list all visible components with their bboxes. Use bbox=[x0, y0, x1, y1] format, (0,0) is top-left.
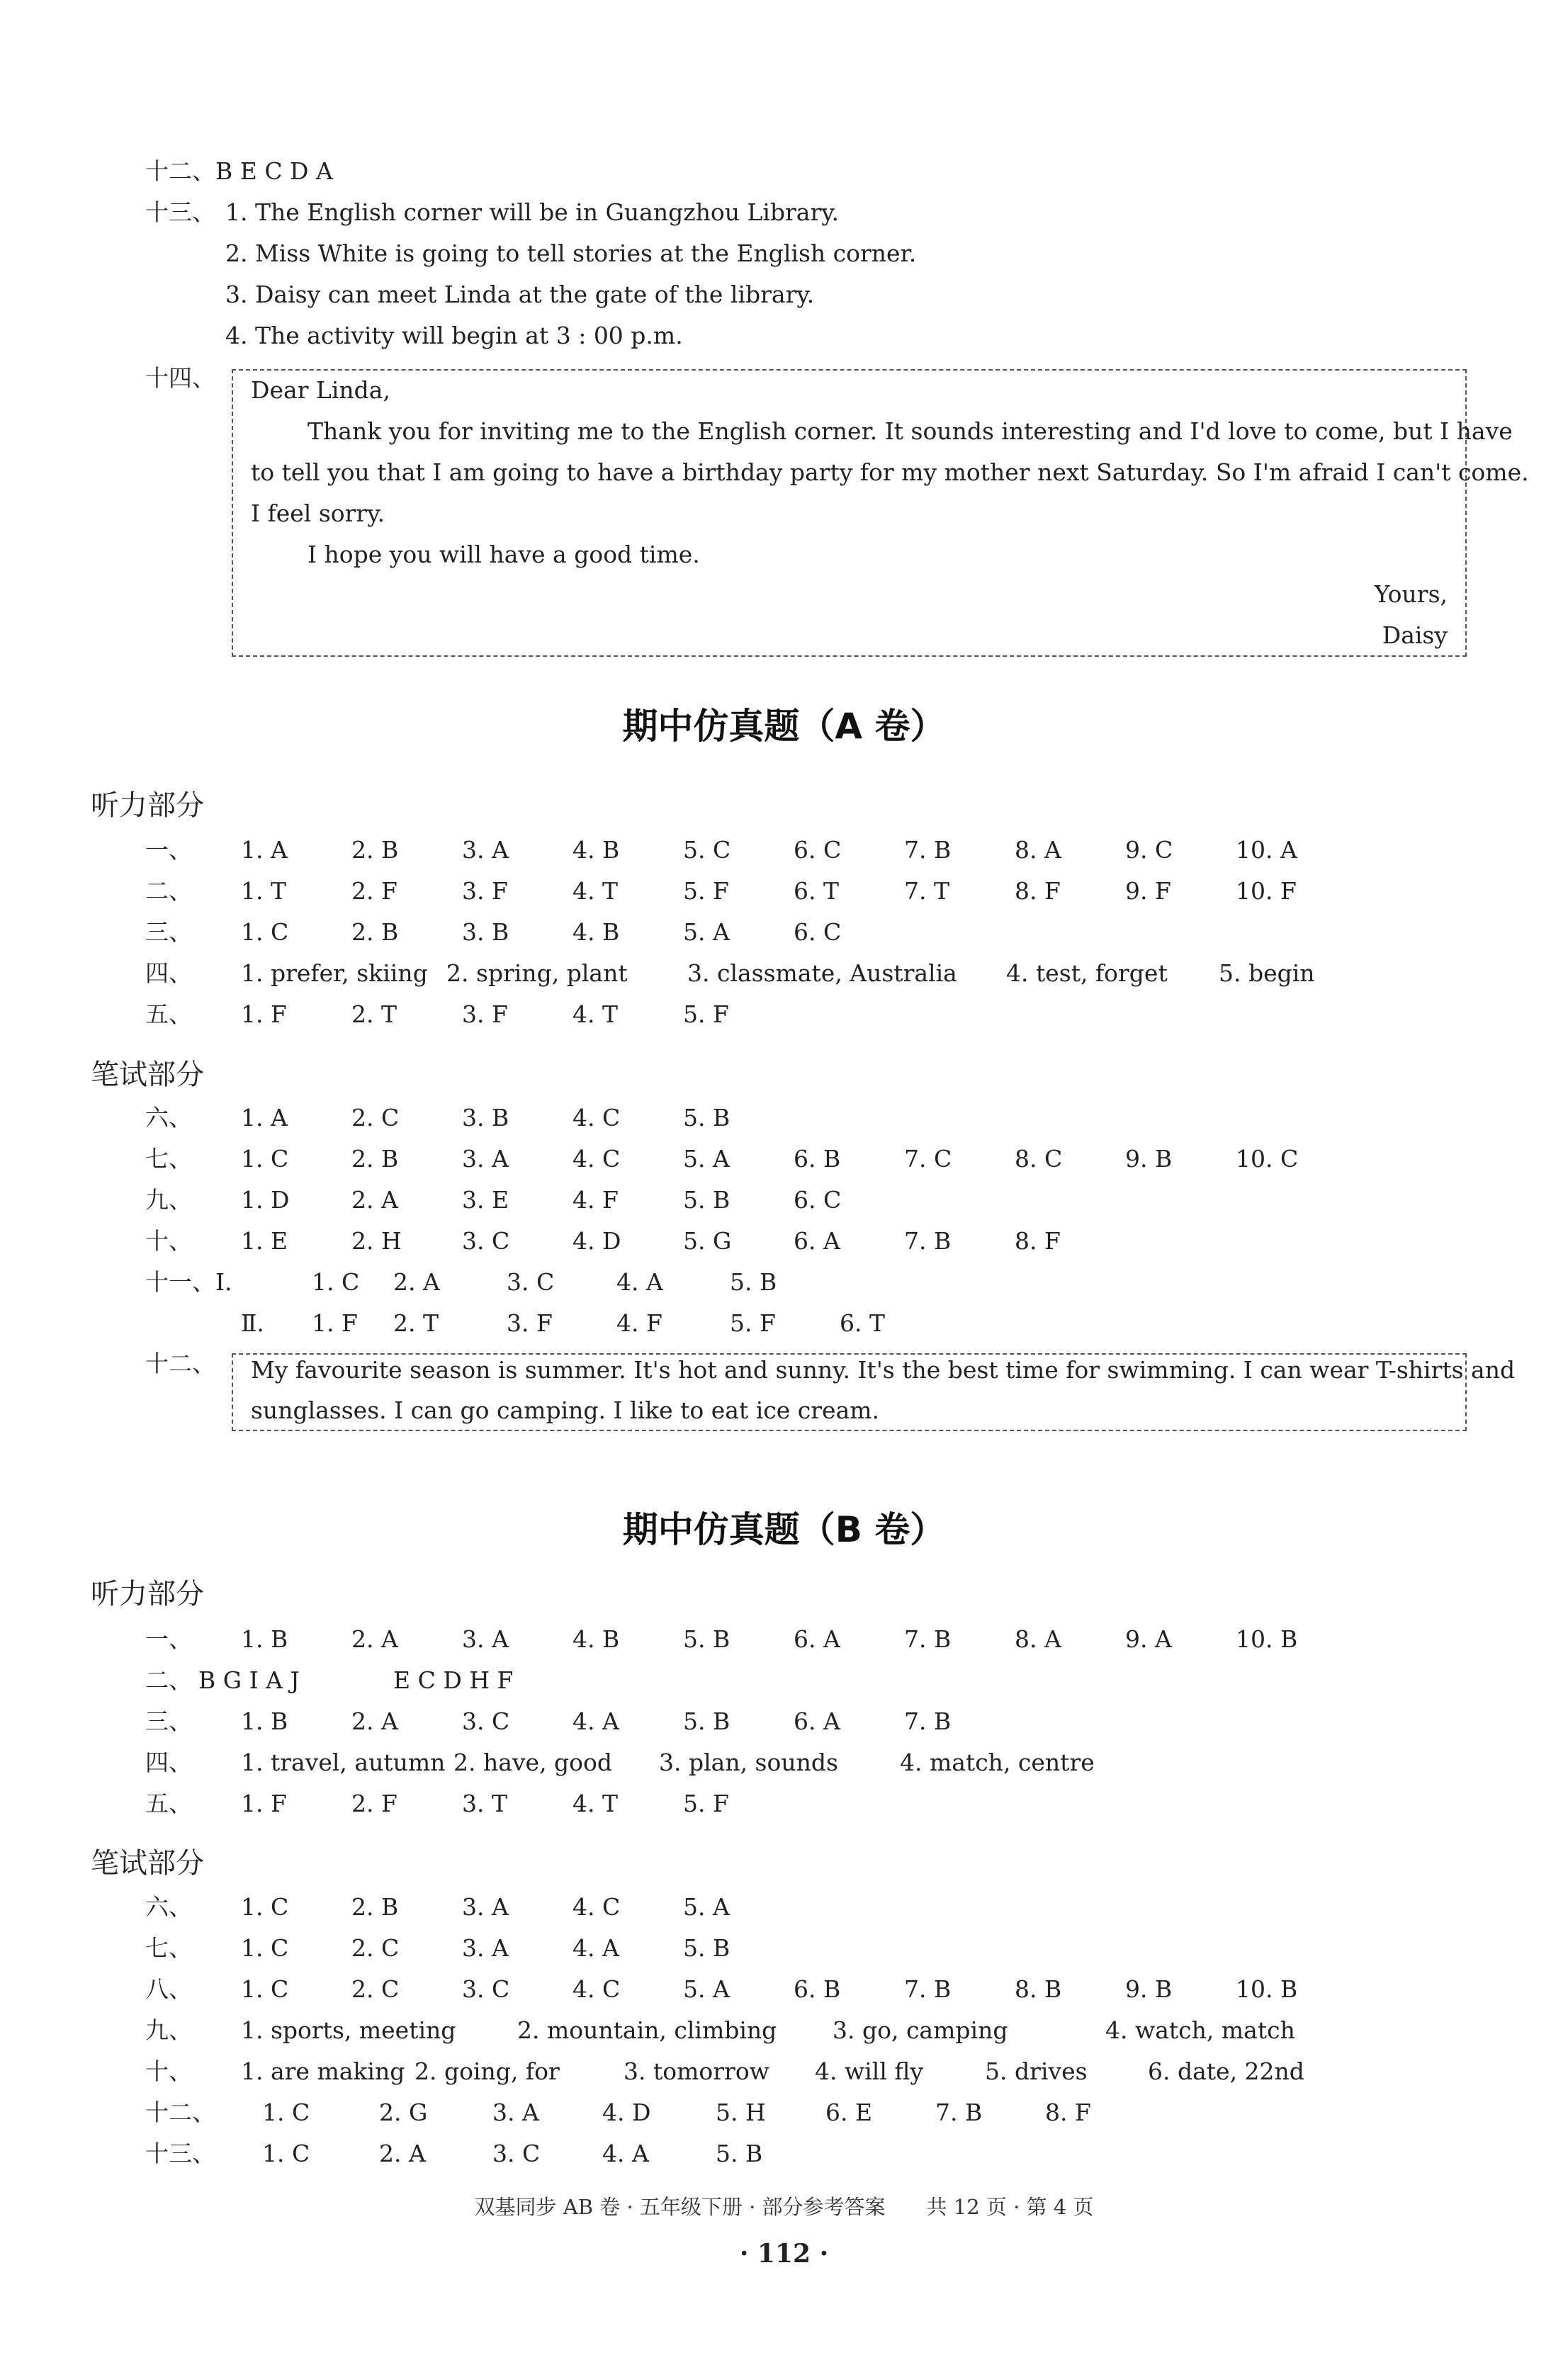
letter-paragraph-line-3: I feel sorry. bbox=[251, 499, 385, 527]
answer-item: 1. C bbox=[241, 1975, 289, 2003]
answer-item: 3. A bbox=[462, 1625, 509, 1653]
q13-line-1: 1. The English corner will be in Guangzhou Library. bbox=[225, 198, 840, 226]
answer-item: 1. sports, meeting bbox=[241, 2016, 456, 2044]
answer-item: 2. A bbox=[351, 1707, 398, 1735]
letter-closing: Yours, bbox=[1374, 580, 1448, 608]
answer-item: 8. A bbox=[1015, 836, 1061, 864]
answer-item: 7. B bbox=[904, 1227, 952, 1255]
a-essay-label: 十二、 bbox=[145, 1350, 215, 1377]
answer-item: 4. F bbox=[616, 1309, 662, 1337]
a-essay-line-2: sunglasses. I can go camping. I like to eat ice cream. bbox=[251, 1396, 880, 1424]
answer-item: 2. B bbox=[351, 1893, 399, 1921]
answer-item: 5. G bbox=[683, 1227, 732, 1255]
answer-item: 7. T bbox=[904, 877, 949, 905]
answer-item: 1. C bbox=[241, 1893, 289, 1921]
q12-row bbox=[145, 156, 333, 187]
answer-item: 4. F bbox=[573, 1186, 619, 1214]
answer-item: 8. A bbox=[1015, 1625, 1061, 1653]
answer-item: 5. B bbox=[730, 1268, 777, 1296]
answer-row-label: 八、 bbox=[145, 1975, 192, 2003]
answer-item: 2. spring, plant bbox=[446, 959, 628, 987]
answer-item: 9. A bbox=[1125, 1625, 1172, 1653]
answer-item: 3. tomorrow bbox=[624, 2057, 769, 2085]
answer-item: 2. B bbox=[351, 918, 399, 946]
answer-item: 2. T bbox=[393, 1309, 439, 1337]
answer-item: 3. classmate, Australia bbox=[687, 959, 957, 987]
answer-row-label: 五、 bbox=[145, 1790, 192, 1817]
answer-row-label: 二、 bbox=[145, 1666, 192, 1694]
answer-item: 2. mountain, climbing bbox=[517, 2016, 777, 2044]
answer-item: 1. F bbox=[312, 1309, 358, 1337]
answer-item: 2. C bbox=[351, 1975, 400, 2003]
section-a-listening-heading: 听力部分 bbox=[91, 789, 204, 822]
answer-item: 5. B bbox=[683, 1934, 731, 1962]
section-b-title: 期中仿真题（B 卷） bbox=[622, 1509, 946, 1550]
a-essay-box bbox=[232, 1353, 1516, 1431]
answer-item: 5. drives bbox=[985, 2057, 1088, 2085]
letter-box bbox=[232, 369, 1529, 657]
answer-item: 1. B bbox=[241, 1625, 288, 1653]
answer-item: 9. B bbox=[1125, 1975, 1173, 2003]
answer-item: 1. C bbox=[241, 1145, 289, 1173]
section-b-listening-heading: 听力部分 bbox=[91, 1578, 204, 1610]
answer-row-label: 七、 bbox=[145, 1934, 192, 1962]
answer-item: 5. B bbox=[716, 2140, 763, 2167]
answer-row-label: 三、 bbox=[145, 918, 192, 946]
answer-item: 2. T bbox=[351, 1000, 397, 1028]
answer-item: 5. F bbox=[683, 1000, 729, 1028]
answer-row-label: 十三、 bbox=[145, 2140, 215, 2167]
answer-item: 2. F bbox=[351, 1790, 397, 1817]
answer-item: 4. B bbox=[573, 836, 620, 864]
answer-item: 1. B bbox=[241, 1707, 288, 1735]
answer-item: E C D H F bbox=[393, 1666, 514, 1694]
answer-item: 5. H bbox=[716, 2099, 766, 2126]
answer-item: 2. B bbox=[351, 1145, 399, 1173]
answer-item: 9. F bbox=[1125, 877, 1171, 905]
section-a-written-heading: 笔试部分 bbox=[91, 1058, 204, 1091]
answer-item: 3. go, camping bbox=[833, 2016, 1008, 2044]
answer-item: 10. A bbox=[1236, 836, 1297, 864]
answer-item: 6. A bbox=[794, 1707, 840, 1735]
answer-item: 10. B bbox=[1236, 1975, 1298, 2003]
q12-label: 十二、 bbox=[145, 157, 215, 185]
answer-item: 1. D bbox=[241, 1186, 290, 1214]
answer-item: 7. C bbox=[904, 1145, 952, 1173]
answer-item: 10. F bbox=[1236, 877, 1297, 905]
answer-item: 5. F bbox=[683, 1790, 729, 1817]
answer-item: 1. C bbox=[312, 1268, 360, 1296]
answer-item: 1. are making bbox=[241, 2057, 405, 2085]
answer-item: 2. B bbox=[351, 836, 399, 864]
answer-item: 4. T bbox=[573, 1790, 618, 1817]
answer-row-label: 一、 bbox=[145, 1625, 192, 1653]
answer-item: 3. B bbox=[462, 1104, 509, 1131]
answer-item: 9. C bbox=[1125, 836, 1173, 864]
answer-item: 2. C bbox=[351, 1934, 400, 1962]
answer-item: 2. A bbox=[393, 1268, 440, 1296]
answer-item: 4. watch, match bbox=[1105, 2016, 1295, 2044]
answer-item: 3. A bbox=[462, 836, 509, 864]
answer-item: 6. T bbox=[840, 1309, 885, 1337]
letter-paragraph-line-4: I hope you will have a good time. bbox=[308, 541, 700, 568]
answer-item: 4. test, forget bbox=[1006, 959, 1168, 987]
q13-label: 十三、 bbox=[145, 198, 215, 226]
answer-item: 8. F bbox=[1045, 2099, 1091, 2126]
answer-item: 4. B bbox=[573, 1625, 620, 1653]
answer-item: 1. T bbox=[241, 877, 286, 905]
answer-item: B G I A J bbox=[198, 1666, 300, 1694]
answer-item: 2. going, for bbox=[414, 2057, 560, 2085]
answer-item: 3. F bbox=[462, 877, 508, 905]
answer-item: 2. F bbox=[351, 877, 397, 905]
answer-item: 5. A bbox=[683, 1975, 730, 2003]
answer-row-label: 七、 bbox=[145, 1145, 192, 1173]
answer-item: 5. B bbox=[683, 1104, 731, 1131]
q13-line-3: 3. Daisy can meet Linda at the gate of the library. bbox=[225, 281, 815, 308]
answer-item: 3. A bbox=[492, 2099, 539, 2126]
answer-item: 4. match, centre bbox=[900, 1749, 1095, 1776]
answer-item: 5. C bbox=[683, 836, 731, 864]
answer-item: 7. B bbox=[935, 2099, 983, 2126]
answer-item: 1. C bbox=[262, 2140, 310, 2167]
answer-item: 4. B bbox=[573, 918, 620, 946]
a-essay-line-1: My favourite season is summer. It's hot and sunny. It's the best time for swimming. I can wear T-shirts and bbox=[251, 1356, 1516, 1384]
answer-item: 1. travel, autumn bbox=[241, 1749, 446, 1776]
q12-answers: B E C D A bbox=[215, 157, 333, 185]
answer-item: 3. C bbox=[492, 2140, 541, 2167]
answer-item: 4. D bbox=[602, 2099, 651, 2126]
answer-row-label: 一、 bbox=[145, 836, 192, 864]
q13-line-2: 2. Miss White is going to tell stories at the English corner. bbox=[225, 239, 917, 267]
answer-item: 6. C bbox=[794, 1186, 842, 1214]
answer-item: 6. B bbox=[794, 1145, 841, 1173]
letter-greeting: Dear Linda, bbox=[251, 376, 390, 404]
answer-item: 6. date, 22nd bbox=[1148, 2057, 1304, 2085]
footer-text: 双基同步 AB 卷 · 五年级下册 · 部分参考答案 共 12 页 · 第 4 页 bbox=[474, 2195, 1094, 2219]
answer-row-label: 二、 bbox=[145, 877, 192, 905]
answer-row-label: 四、 bbox=[145, 1749, 192, 1776]
answer-item: 4. A bbox=[573, 1934, 619, 1962]
letter-signature: Daisy bbox=[1382, 621, 1448, 649]
answer-item: 3. B bbox=[462, 918, 509, 946]
answer-item: 2. A bbox=[351, 1625, 398, 1653]
letter-paragraph-line-1: Thank you for inviting me to the English corner. It sounds interesting and I'd love to come, but I have bbox=[308, 417, 1513, 445]
answer-item: 6. E bbox=[825, 2099, 873, 2126]
answer-item: 3. C bbox=[462, 1975, 510, 2003]
answer-row-label: 十、 bbox=[145, 2057, 192, 2085]
answer-item: 10. B bbox=[1236, 1625, 1298, 1653]
answer-item: 4. A bbox=[573, 1707, 619, 1735]
answer-item: 9. B bbox=[1125, 1145, 1173, 1173]
answer-item: 4. T bbox=[573, 1000, 618, 1028]
answer-item: 7. B bbox=[904, 836, 952, 864]
answer-item: 3. A bbox=[462, 1934, 509, 1962]
answer-item: 8. F bbox=[1015, 877, 1061, 905]
answer-row-label: 三、 bbox=[145, 1707, 192, 1735]
answer-item: 6. C bbox=[794, 918, 842, 946]
answer-item: 1. prefer, skiing bbox=[241, 959, 428, 987]
q13-line-4: 4. The activity will begin at 3 : 00 p.m. bbox=[225, 322, 683, 349]
answer-item: 1. A bbox=[241, 836, 288, 864]
page-number: · 112 · bbox=[739, 2239, 829, 2269]
answer-item: 4. T bbox=[573, 877, 618, 905]
answer-item: 8. F bbox=[1015, 1227, 1061, 1255]
q14-label: 十四、 bbox=[145, 364, 215, 392]
answer-item: 6. C bbox=[794, 836, 842, 864]
answer-item: 1. A bbox=[241, 1104, 288, 1131]
answer-item: 5. B bbox=[683, 1186, 731, 1214]
letter-paragraph-line-2: to tell you that I am going to have a birthday party for my mother next Saturday. So I'm afraid I can't come. bbox=[251, 458, 1529, 486]
answer-item: 3. F bbox=[507, 1309, 553, 1337]
answer-item: 3. F bbox=[462, 1000, 508, 1028]
answer-item: 5. begin bbox=[1219, 959, 1315, 987]
answer-item: 1. F bbox=[241, 1790, 287, 1817]
answer-item: 2. A bbox=[351, 1186, 398, 1214]
answer-item: 3. A bbox=[462, 1145, 509, 1173]
answer-item: 5. F bbox=[730, 1309, 776, 1337]
answer-item: 5. A bbox=[683, 1893, 730, 1921]
answer-item: 2. C bbox=[351, 1104, 400, 1131]
answer-item: 3. E bbox=[462, 1186, 509, 1214]
answer-item: 1. C bbox=[241, 918, 289, 946]
answer-item: 2. G bbox=[379, 2099, 428, 2126]
answer-item: 1. C bbox=[262, 2099, 310, 2126]
answer-item: 8. B bbox=[1015, 1975, 1062, 2003]
answer-item: 4. C bbox=[573, 1145, 621, 1173]
answer-item: 2. H bbox=[351, 1227, 402, 1255]
answer-row-label: 十、 bbox=[145, 1227, 192, 1255]
answer-item: 4. A bbox=[616, 1268, 663, 1296]
answer-item: 3. T bbox=[462, 1790, 507, 1817]
answer-row-label: Ⅱ. bbox=[241, 1309, 264, 1337]
answer-row-label: 十一、Ⅰ. bbox=[145, 1268, 232, 1296]
answer-item: 3. C bbox=[507, 1268, 555, 1296]
answer-item: 1. F bbox=[241, 1000, 287, 1028]
answer-item: 4. will fly bbox=[815, 2057, 924, 2085]
answer-item: 7. B bbox=[904, 1707, 952, 1735]
answer-item: 2. have, good bbox=[453, 1749, 613, 1776]
answer-item: 6. T bbox=[794, 877, 839, 905]
answer-row-label: 九、 bbox=[145, 1186, 192, 1214]
section-a-title: 期中仿真题（A 卷） bbox=[622, 706, 946, 747]
answer-item: 4. C bbox=[573, 1893, 621, 1921]
answer-item: 6. B bbox=[794, 1975, 841, 2003]
answer-item: 4. D bbox=[573, 1227, 621, 1255]
answer-item: 1. E bbox=[241, 1227, 288, 1255]
answer-row-label: 十二、 bbox=[145, 2099, 215, 2126]
answer-item: 6. A bbox=[794, 1625, 840, 1653]
answer-item: 3. A bbox=[462, 1893, 509, 1921]
answer-row-label: 四、 bbox=[145, 959, 192, 987]
answer-row-label: 六、 bbox=[145, 1104, 192, 1131]
answer-item: 10. C bbox=[1236, 1145, 1299, 1173]
answer-item: 3. C bbox=[462, 1707, 510, 1735]
answer-item: 7. B bbox=[904, 1625, 952, 1653]
answer-row-label: 六、 bbox=[145, 1893, 192, 1921]
answer-item: 3. C bbox=[462, 1227, 510, 1255]
answer-item: 1. C bbox=[241, 1934, 289, 1962]
answer-item: 5. A bbox=[683, 918, 730, 946]
answer-item: 8. C bbox=[1015, 1145, 1063, 1173]
answer-item: 3. plan, sounds bbox=[659, 1749, 838, 1776]
answer-item: 5. A bbox=[683, 1145, 730, 1173]
answer-row-label: 九、 bbox=[145, 2016, 192, 2044]
answer-item: 4. A bbox=[602, 2140, 649, 2167]
answer-row-label: 五、 bbox=[145, 1000, 192, 1028]
section-b-written-heading: 笔试部分 bbox=[91, 1847, 204, 1880]
answer-item: 4. C bbox=[573, 1104, 621, 1131]
answer-item: 5. B bbox=[683, 1625, 731, 1653]
answer-item: 6. A bbox=[794, 1227, 840, 1255]
answer-item: 5. B bbox=[683, 1707, 731, 1735]
answer-item: 5. F bbox=[683, 877, 729, 905]
answer-item: 2. A bbox=[379, 2140, 426, 2167]
answer-item: 7. B bbox=[904, 1975, 952, 2003]
answer-item: 4. C bbox=[573, 1975, 621, 2003]
